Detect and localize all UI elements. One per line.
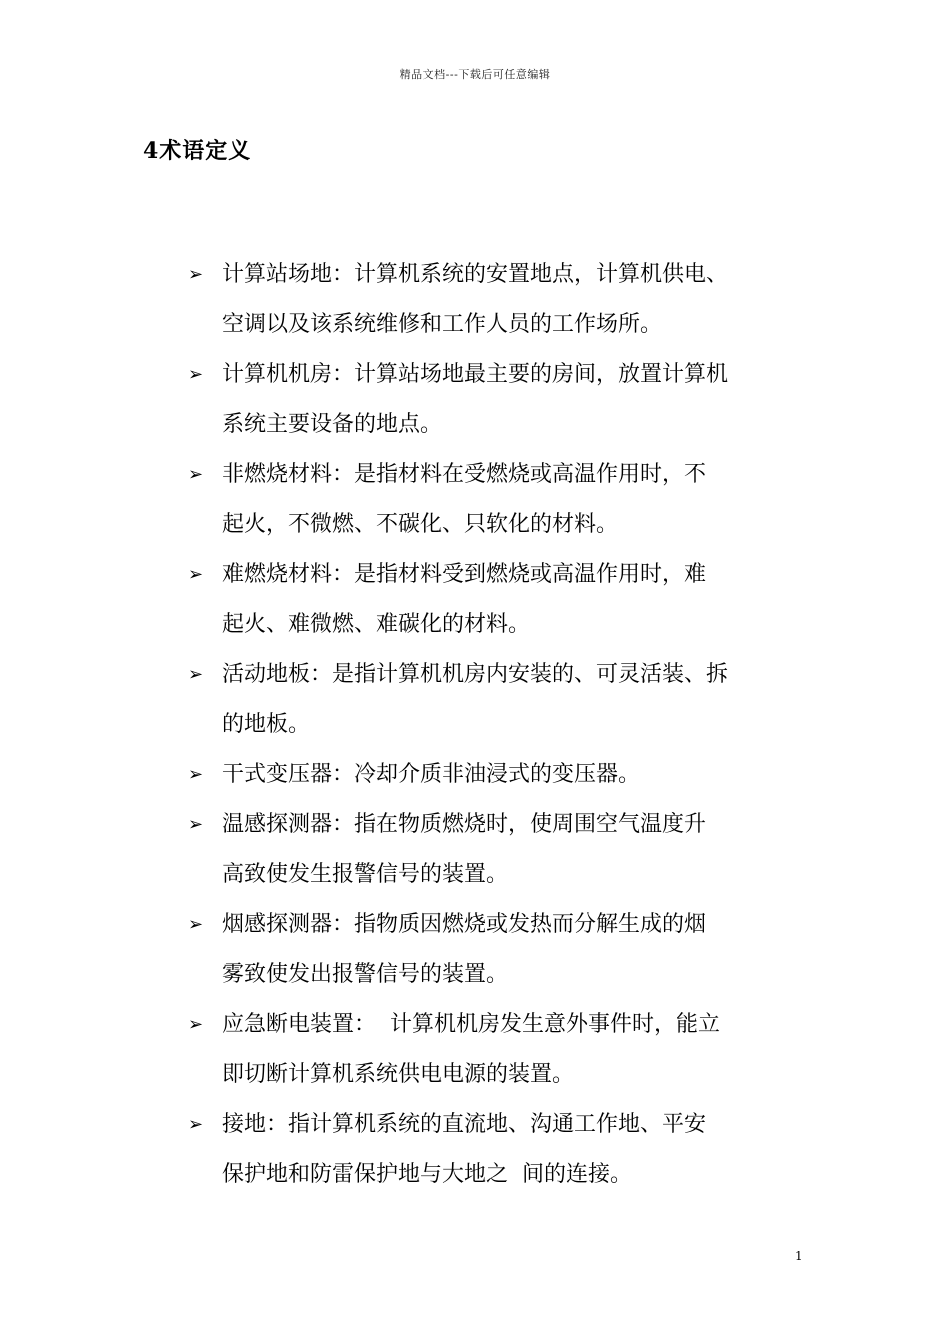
term-line-2: 高致使发生报警信号的装置。 — [222, 862, 509, 887]
term-line-1: 计算机机房：计算站场地最主要的房间，放置计算机 — [222, 362, 729, 387]
arrow-bullet-icon: ➢ — [188, 914, 204, 935]
term-line-2: 即切断计算机系统供电电源的装置。 — [222, 1062, 575, 1087]
term-line-1: 非燃烧材料：是指材料在受燃烧或高温作用时，不 — [222, 462, 707, 487]
term-line-2: 的地板。 — [222, 712, 311, 737]
page-header: 精品文档---下载后可任意编辑 — [399, 68, 551, 81]
term-line-1: 应急断电装置： 计算机机房发生意外事件时，能立 — [222, 1012, 720, 1037]
term-line-2: 保护地和防雷保护地与大地之 间的连接。 — [222, 1162, 632, 1187]
term-item — [188, 550, 818, 650]
term-line-2: 起火、难微燃、难碳化的材料。 — [222, 612, 531, 637]
term-line-1: 难燃烧材料：是指材料受到燃烧或高温作用时，难 — [222, 562, 707, 587]
page-number: 1 — [795, 1249, 803, 1263]
term-line-2: 空调以及该系统维修和工作人员的工作场所。 — [222, 312, 663, 337]
term-line-2: 雾致使发出报警信号的装置。 — [222, 962, 509, 987]
term-definition-list — [188, 250, 818, 1200]
term-item — [188, 650, 818, 750]
arrow-bullet-icon: ➢ — [188, 264, 204, 285]
term-line-2: 起火，不微燃、不碳化、只软化的材料。 — [222, 512, 619, 537]
term-item — [188, 750, 818, 800]
term-line-1: 温感探测器：指在物质燃烧时，使周围空气温度升 — [222, 812, 707, 837]
term-line-1: 计算站场地：计算机系统的安置地点，计算机供电、 — [222, 262, 729, 287]
term-item — [188, 800, 818, 900]
term-line-1: 干式变压器：冷却介质非油浸式的变压器。 — [222, 762, 641, 787]
term-item — [188, 350, 818, 450]
arrow-bullet-icon: ➢ — [188, 464, 204, 485]
term-item — [188, 450, 818, 550]
arrow-bullet-icon: ➢ — [188, 364, 204, 385]
term-line-1: 烟感探测器：指物质因燃烧或发热而分解生成的烟 — [222, 912, 707, 937]
arrow-bullet-icon: ➢ — [188, 664, 204, 685]
arrow-bullet-icon: ➢ — [188, 564, 204, 585]
term-line-2: 系统主要设备的地点。 — [222, 412, 443, 437]
term-item — [188, 1100, 818, 1200]
arrow-bullet-icon: ➢ — [188, 764, 204, 785]
section-title: 4术语定义 — [143, 138, 252, 164]
term-item — [188, 250, 818, 350]
term-line-1: 接地：指计算机系统的直流地、沟通工作地、平安 — [222, 1112, 707, 1137]
term-item — [188, 900, 818, 1000]
arrow-bullet-icon: ➢ — [188, 814, 204, 835]
term-line-1: 活动地板：是指计算机机房内安装的、可灵活装、拆 — [222, 662, 729, 687]
arrow-bullet-icon: ➢ — [188, 1114, 204, 1135]
term-item — [188, 1000, 818, 1100]
arrow-bullet-icon: ➢ — [188, 1014, 204, 1035]
